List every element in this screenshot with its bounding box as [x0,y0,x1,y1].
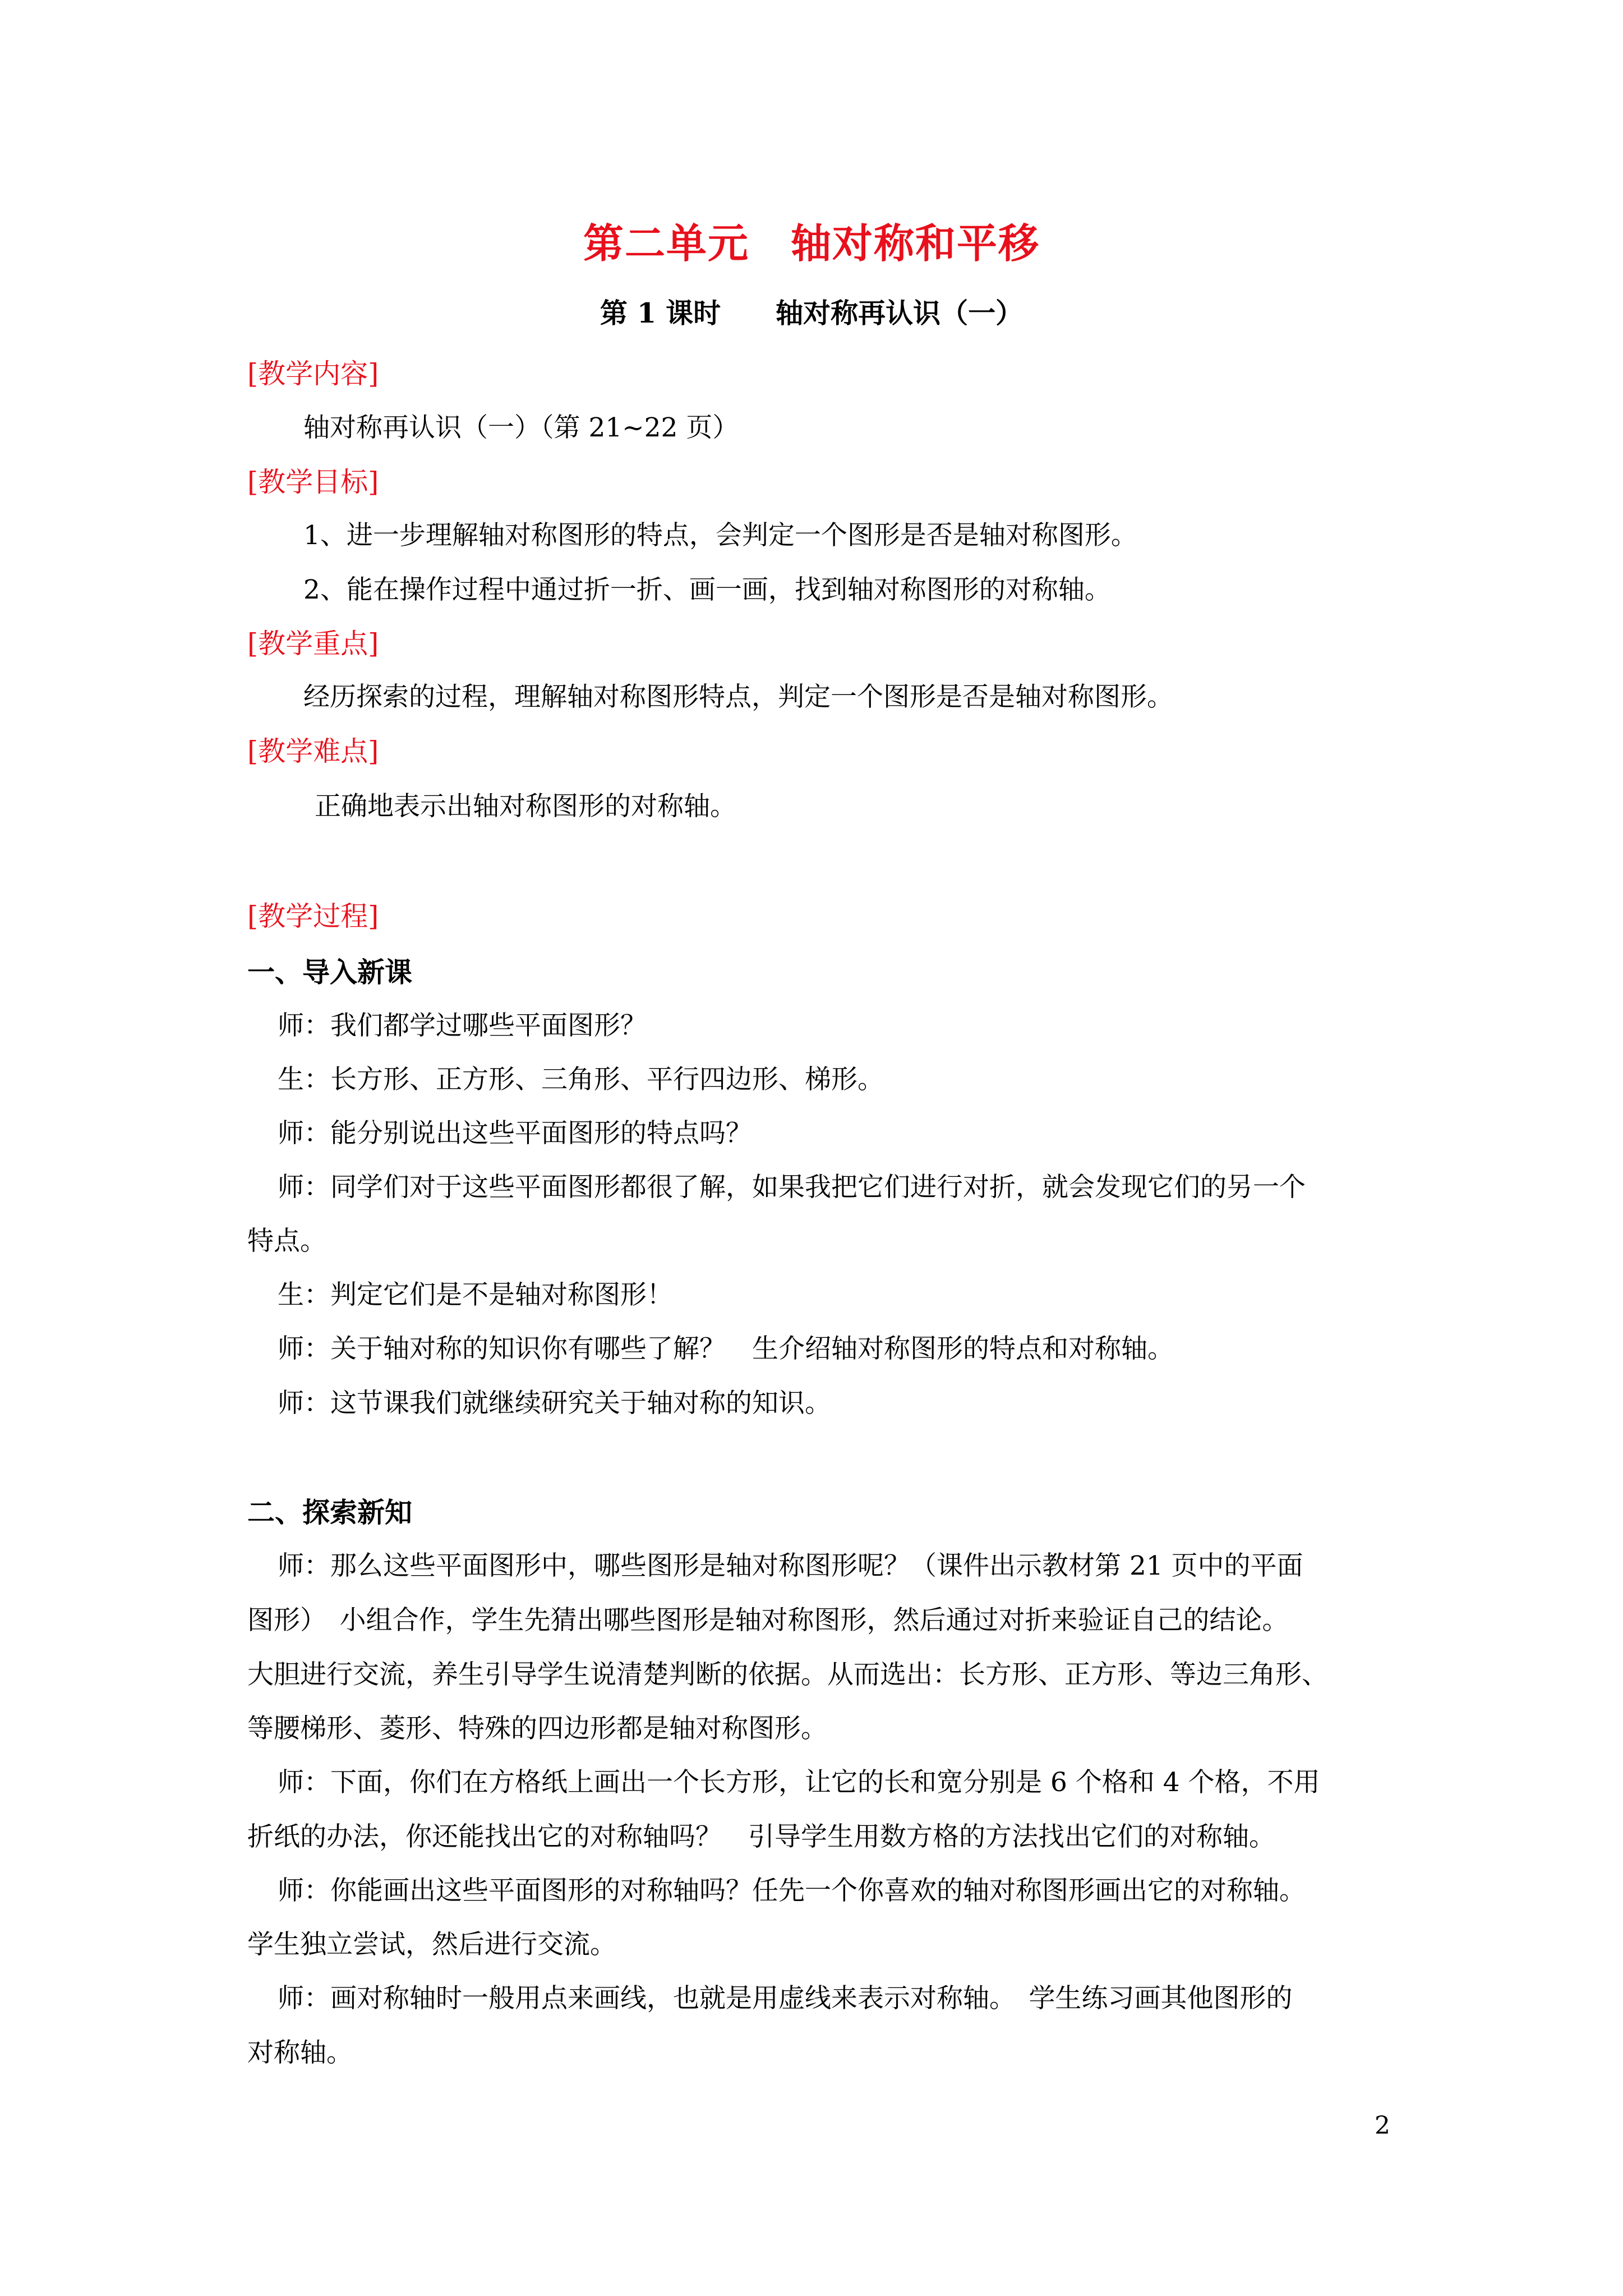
part1-line: 师：这节课我们就继续研究关于轴对称的知识。 [278,1388,831,1419]
section-label-content: [教学内容] [247,358,379,390]
part2-line: 师：你能画出这些平面图形的对称轴吗？任先一个你喜欢的轴对称图形画出它的对称轴。 [278,1875,1306,1906]
goal-item-1: 1、进一步理解轴对称图形的特点，会判定一个图形是否是轴对称图形。 [303,520,1137,551]
part2-line: 师：下面，你们在方格纸上画出一个长方形，让它的长和宽分别是 6 个格和 4 个格，不用 [278,1767,1320,1798]
part2-line: 师：画对称轴时一般用点来画线，也就是用虚线来表示对称轴。 学生练习画其他图形的 [278,1983,1293,2014]
part1-line: 师：我们都学过哪些平面图形？ [278,1010,647,1041]
key-text: 经历探索的过程，理解轴对称图形特点，判定一个图形是否是轴对称图形。 [303,682,1173,712]
part1-line: 生：判定它们是不是轴对称图形！ [278,1280,673,1310]
difficulty-text: 正确地表示出轴对称图形的对称轴。 [315,791,736,822]
part1-line: 生：长方形、正方形、三角形、平行四边形、梯形。 [278,1064,884,1095]
page-title: 第二单元 轴对称和平移 [583,219,1040,267]
section-label-key: [教学重点] [247,628,379,660]
part2-line: 对称轴。 [247,2037,353,2068]
part2-line: 折纸的办法，你还能找出它的对称轴吗？ 引导学生用数方格的方法找出它们的对称轴。 [247,1821,1275,1852]
part1-heading: 一、导入新课 [247,956,413,988]
content-text: 轴对称再认识（一）（第 21~22 页） [303,412,739,443]
lesson-subtitle: 第 1 课时 轴对称再认识（一） [600,297,1023,329]
part1-line: 师：能分别说出这些平面图形的特点吗？ [278,1118,752,1149]
part2-line: 师：那么这些平面图形中，哪些图形是轴对称图形呢？（课件出示教材第 21 页中的平面 [278,1550,1303,1581]
part2-line: 等腰梯形、菱形、特殊的四边形都是轴对称图形。 [247,1713,827,1744]
section-label-goals: [教学目标] [247,466,379,498]
goal-item-2: 2、能在操作过程中通过折一折、画一画，找到轴对称图形的对称轴。 [303,574,1111,605]
section-label-difficulty: [教学难点] [247,735,379,767]
part1-line: 特点。 [247,1226,326,1257]
part2-line: 图形） 小组合作，学生先猜出哪些图形是轴对称图形，然后通过对折来验证自己的结论。 [247,1605,1289,1636]
section-label-process: [教学过程] [247,900,379,932]
part1-line: 师：同学们对于这些平面图形都很了解，如果我把它们进行对折，就会发现它们的另一个 [278,1172,1306,1203]
part2-line: 大胆进行交流，养生引导学生说清楚判断的依据。从而选出：长方形、正方形、等边三角形、 [247,1659,1328,1690]
page-number: 2 [1375,2111,1390,2140]
part2-heading: 二、探索新知 [247,1496,413,1529]
part2-line: 学生独立尝试，然后进行交流。 [247,1929,616,1960]
part1-line: 师：关于轴对称的知识你有哪些了解？ 生介绍轴对称图形的特点和对称轴。 [278,1333,1174,1364]
